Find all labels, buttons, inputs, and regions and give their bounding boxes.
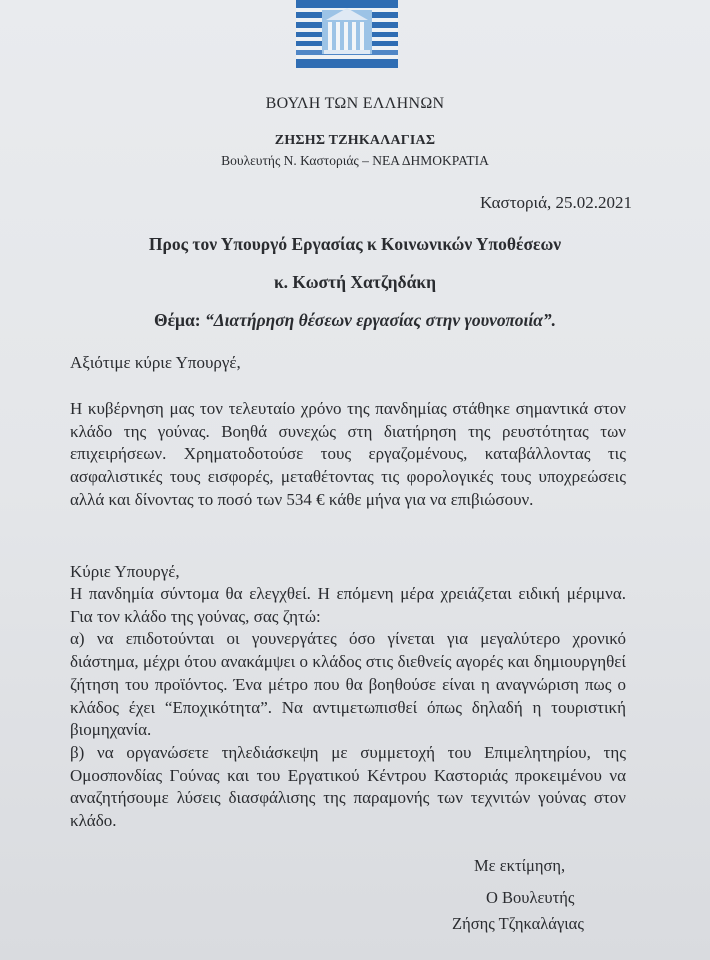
subject-label: Θέμα: — [153, 310, 201, 330]
paragraph-intro: Η πανδημία σύντομα θα ελεγχθεί. Η επόμενη μέρα χρειάζεται ειδική μέριμνα. Για τον κλάδο της γούνας, σας ζητώ: — [70, 584, 626, 626]
body-paragraph-1 — [70, 398, 626, 512]
parliament-emblem-icon — [296, 0, 398, 68]
body-paragraph-2 — [70, 583, 626, 833]
subject-line — [0, 310, 710, 331]
recipient-name: κ. Κωστή Χατζηδάκη — [273, 272, 437, 292]
signature-title: Ο Βουλευτής — [486, 888, 575, 907]
paragraph-text: Η κυβέρνηση μας τον τελευταίο χρόνο της πανδημίας στάθηκε σημαντικά στον κλάδο της γούνας. Βοηθά συνεχώς στη διατήρηση της ρευστότητας των επιχειρήσεων. Χρηματοδοτούσε τους εργαζομένους, καταβάλλοντας τις ασφαλιστικές τους εισφορές, μεταθέτοντας τις φορολογικές τους υποχρεώσεις αλλά και δίνοντας το ποσό των 534 € κάθε μήνα για να επιβιώσουν. — [70, 399, 626, 509]
mp-name: ΖΗΣΗΣ ΤΖΗΚΑΛΑΓΙΑΣ — [274, 133, 436, 148]
signature-closing: Με εκτίμηση, — [474, 856, 566, 875]
parliament-heading: ΒΟΥΛΗ ΤΩΝ ΕΛΛΗΝΩΝ — [265, 95, 445, 112]
mp-role: Βουλευτής Ν. Καστοριάς – ΝΕΑ ΔΗΜΟΚΡΑΤΙΑ — [221, 153, 489, 168]
request-a: α) να επιδοτούνται οι γουνεργάτες όσο γίνεται για μεγαλύτερο χρονικό διάστημα, μέχρι ότου ανακάμψει ο κλάδος στις διεθνείς αγορές και δημιουργηθεί ζήτηση του προϊόντος. Ένα μέτρο που θα βοηθούσε είναι η αναγνώριση πως ο κλάδος έχει “Εποχικότητα”. Να αντιμετωπισθεί όπως δηλαδή η τουριστική βιομηχανία. — [70, 629, 626, 740]
request-b: β) να οργανώσετε τηλεδιάσκεψη με συμμετοχή του Επιμελητηρίου, της Ομοσπονδίας Γούνας και του Εργατικού Κέντρου Καστοριάς προκειμένου να αναζητήσουμε λύσεις διασφάλισης της παραμονής των τεχνιτών γούνας στον κλάδο. — [70, 742, 626, 831]
subject-title: “Διατήρηση θέσεων εργασίας στην γουνοποιία”. — [204, 310, 557, 330]
signature-name: Ζήσης Τζηκαλάγιας — [452, 914, 584, 933]
letter-date: Καστοριά, 25.02.2021 — [479, 193, 632, 212]
recipient-line: Προς τον Υπουργό Εργασίας κ Κοινωνικών Υποθέσεων — [148, 234, 562, 254]
greeting-second: Κύριε Υπουργέ, — [70, 562, 180, 581]
greeting-first: Αξιότιμε κύριε Υπουργέ, — [70, 353, 241, 372]
